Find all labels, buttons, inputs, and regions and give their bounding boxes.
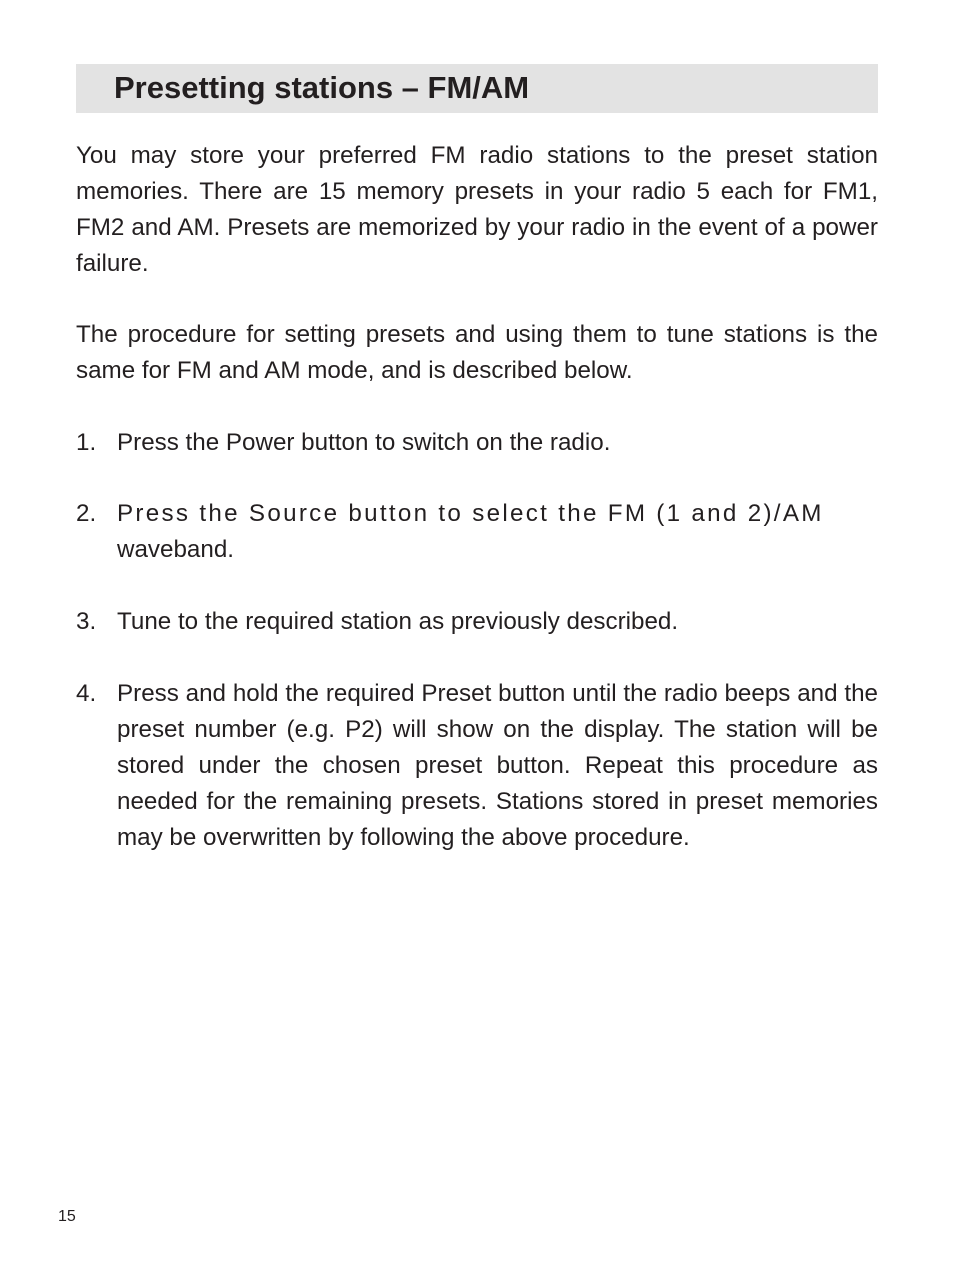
section-title: Presetting stations – FM/AM bbox=[114, 70, 530, 105]
procedure-paragraph: The procedure for setting presets and using them to tune stations is the same for FM and AM mode, and is described below. bbox=[76, 321, 878, 384]
step-number: 2. bbox=[76, 500, 97, 527]
step-item bbox=[76, 496, 878, 568]
step-item bbox=[76, 604, 878, 640]
step-item bbox=[76, 676, 878, 856]
step-text: Tune to the required station as previously described. bbox=[117, 608, 679, 635]
section-header bbox=[76, 64, 878, 113]
step-text: Press and hold the required Preset button until the radio beeps and the preset number (e.g. P2) will show on the display. The station will be stored under the chosen preset button. Repeat this procedure as needed for the remaining presets. Stations stored in preset memories may be overwritten by following the above procedure. bbox=[117, 680, 878, 851]
step-text-line: waveband. bbox=[117, 536, 234, 563]
step-item bbox=[76, 425, 878, 461]
step-text-line: Press the Source button to select the FM (1 and 2)/AM bbox=[117, 500, 824, 527]
step-number: 4. bbox=[76, 680, 97, 707]
page-number: 15 bbox=[58, 1208, 76, 1225]
step-number: 3. bbox=[76, 608, 97, 635]
intro-paragraph: You may store your preferred FM radio stations to the preset station memories. There are 15 memory presets in your radio 5 each for FM1, FM2 and AM. Presets are memorized by your radio in the event of a power failure. bbox=[76, 142, 878, 277]
step-text: Press the Power button to switch on the radio. bbox=[117, 429, 611, 456]
step-number: 1. bbox=[76, 429, 97, 456]
step-text bbox=[117, 496, 878, 568]
